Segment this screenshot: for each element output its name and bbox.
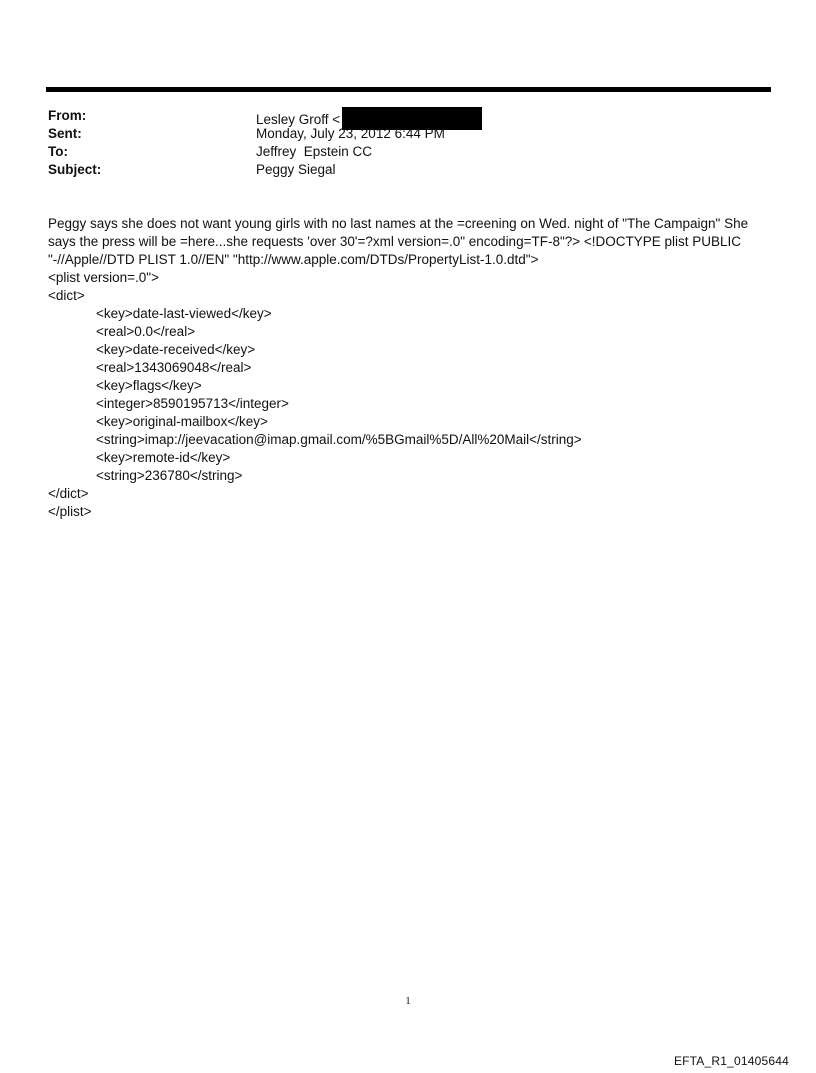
page-number: 1 <box>405 995 411 1007</box>
from-label: From: <box>48 108 87 123</box>
subject-label: Subject: <box>48 162 102 177</box>
body-line: <key>flags</key> <box>96 378 202 393</box>
header-row-subject <box>48 161 768 179</box>
header-divider <box>46 87 771 92</box>
sent-value: Monday, July 23, 2012 6:44 PM <box>256 126 445 141</box>
body-line: <key>date-received</key> <box>96 342 256 357</box>
body-line: <real>0.0</real> <box>96 324 196 339</box>
email-body <box>48 215 768 521</box>
body-line: <key>date-last-viewed</key> <box>96 306 272 321</box>
email-header <box>48 107 768 179</box>
body-line: <dict> <box>48 288 85 303</box>
to-value: Jeffrey Epstein CC <box>256 144 373 159</box>
from-sender: Lesley Groff < <box>256 112 341 127</box>
body-line: </dict> <box>48 486 89 501</box>
body-line: <real>1343069048</real> <box>96 360 252 375</box>
body-line: <string>imap://jeevacation@imap.gmail.com/%5BGmail%5D/All%20Mail</string> <box>96 432 582 447</box>
to-label: To: <box>48 144 68 159</box>
bates-number: EFTA_R1_01405644 <box>673 1054 789 1068</box>
header-row-from <box>48 107 768 125</box>
body-line: <integer>8590195713</integer> <box>96 396 289 411</box>
body-line: <plist version=.0"> <box>48 270 159 285</box>
header-row-sent <box>48 125 768 143</box>
body-line: <string>236780</string> <box>96 468 243 483</box>
body-line: <key>original-mailbox</key> <box>96 414 268 429</box>
subject-value: Peggy Siegal <box>256 162 336 177</box>
body-paragraph: Peggy says she does not want young girls with no last names at the =creening on Wed. night of "The Campaign" She says the press will be =here...she requests 'over 30'=?xml version=.0" encoding=TF-8"?> <!DOCTYPE plist PUBLIC "-//Apple//DTD PLIST 1.0//EN" "http://www.apple.com/DTDs/PropertyList-1.0.dtd"> <box>48 216 749 267</box>
body-line: <key>remote-id</key> <box>96 450 231 465</box>
sent-label: Sent: <box>48 126 82 141</box>
header-row-to <box>48 143 768 161</box>
body-line: </plist> <box>48 504 92 519</box>
